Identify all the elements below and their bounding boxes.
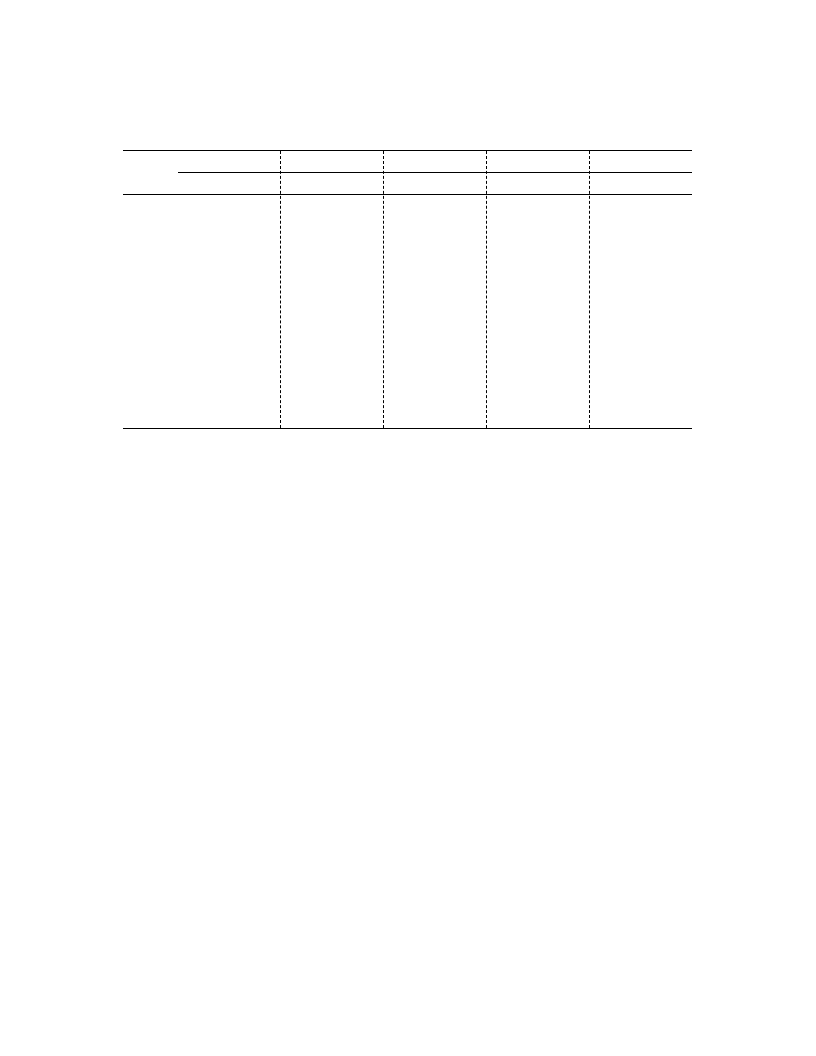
table-bottom-rule bbox=[123, 428, 692, 429]
column-separator-4 bbox=[589, 151, 590, 428]
table-top-rule bbox=[123, 150, 692, 151]
column-separator-1 bbox=[280, 151, 281, 428]
table-header-bottom-rule bbox=[123, 194, 692, 195]
column-separator-2 bbox=[383, 151, 384, 428]
table-header-subrule bbox=[178, 172, 692, 173]
column-separator-3 bbox=[486, 151, 487, 428]
